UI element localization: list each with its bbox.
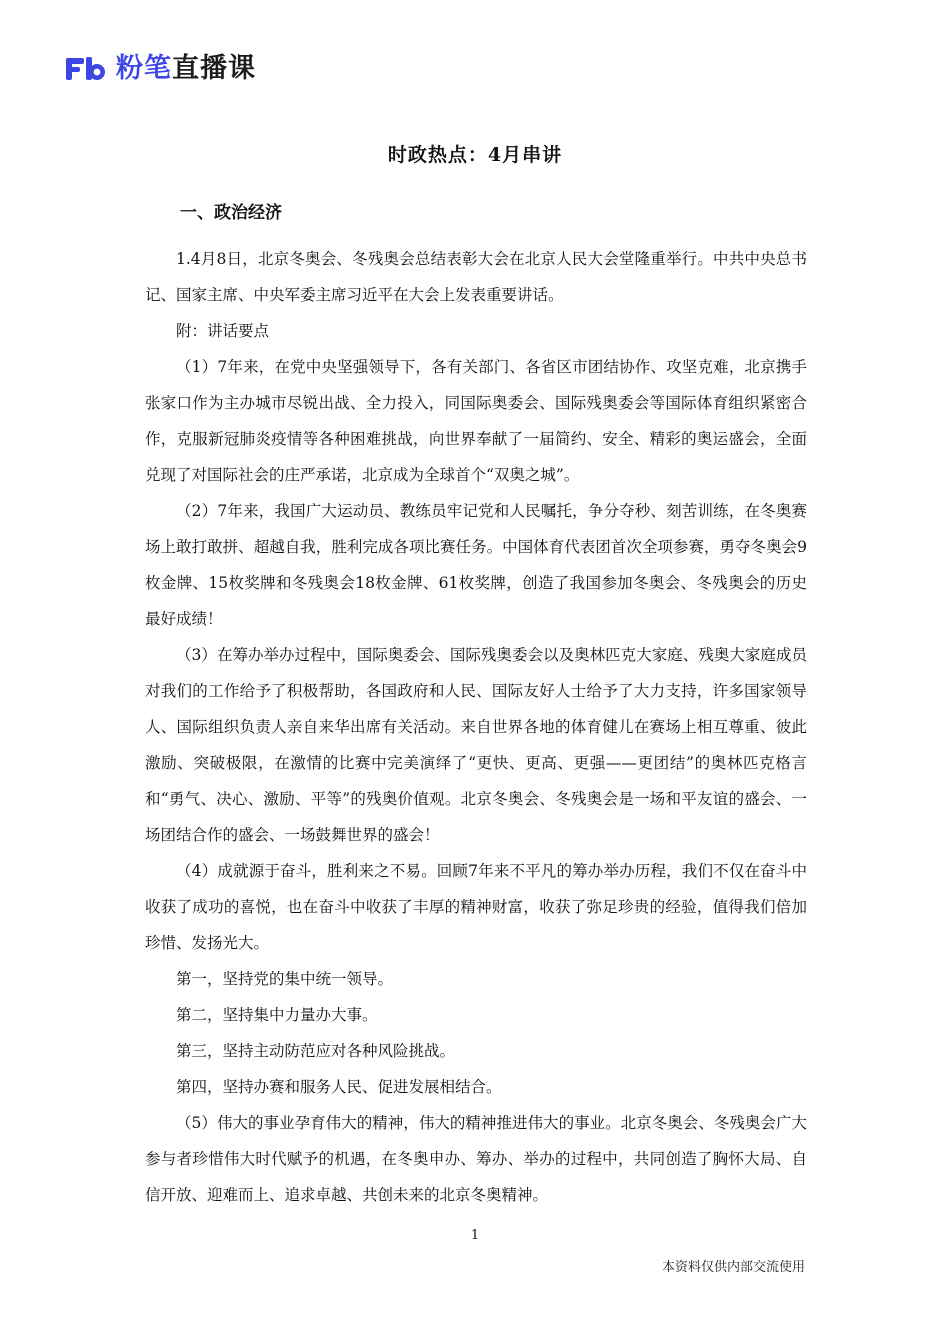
- logo-text: [116, 52, 256, 86]
- logo-brand: 粉笔: [116, 53, 172, 84]
- paragraph: 第二，坚持集中力量办大事。: [176, 1006, 378, 1024]
- document-title: 时政热点：4月串讲: [387, 144, 563, 166]
- section-heading: 一、政治经济: [180, 203, 282, 223]
- paragraph: 1.4月8日，北京冬奥会、冬残奥会总结表彰大会在北京人民大会堂隆重举行。中共中央总书记、国家主席、中央军委主席习近平在大会上发表重要讲话。: [145, 250, 807, 304]
- paragraph: （3）在筹办举办过程中，国际奥委会、国际残奥委会以及奥林匹克大家庭、残奥大家庭成员对我们的工作给予了积极帮助，各国政府和人民、国际友好人士给予了大力支持，许多国家领导人、国际组织负责人亲自来华出席有关活动。来自世界各地的体育健儿在赛场上相互尊重、彼此激励、突破极限，在激情的比赛中完美演绎了“更快、更高、更强——更团结”的奥林匹克格言和“勇气、决心、激励、平等”的残奥价值观。北京冬奥会、冬残奥会是一场和平友谊的盛会、一场团结合作的盛会、一场鼓舞世界的盛会！: [145, 646, 807, 844]
- paragraph: 第三，坚持主动防范应对各种风险挑战。: [176, 1042, 456, 1060]
- fenbi-logo-icon: [64, 55, 108, 83]
- logo-product: 直播课: [172, 53, 256, 84]
- paragraph: （2）7年来，我国广大运动员、教练员牢记党和人民嘱托，争分夺秒、刻苦训练，在冬奥赛场上敢打敢拼、超越自我，胜利完成各项比赛任务。中国体育代表团首次全项参赛，勇夺冬奥会9枚金牌、15枚奖牌和冬残奥会18枚金牌、61枚奖牌，创造了我国参加冬奥会、冬残奥会的历史最好成绩！: [145, 502, 807, 628]
- footer-note: 本资料仅供内部交流使用: [661, 1260, 805, 1275]
- paragraph: 第一，坚持党的集中统一领导。: [176, 970, 394, 988]
- brand-logo: [64, 52, 256, 86]
- paragraph: （4）成就源于奋斗，胜利来之不易。回顾7年来不平凡的筹办举办历程，我们不仅在奋斗中收获了成功的喜悦，也在奋斗中收获了丰厚的精神财富，收获了弥足珍贵的经验，值得我们倍加珍惜、发扬光大。: [145, 862, 807, 952]
- paragraph: （5）伟大的事业孕育伟大的精神，伟大的精神推进伟大的事业。北京冬奥会、冬残奥会广大参与者珍惜伟大时代赋予的机遇，在冬奥申办、筹办、举办的过程中，共同创造了胸怀大局、自信开放、迎难而上、追求卓越、共创未来的北京冬奥精神。: [145, 1114, 807, 1204]
- page-number: 1: [470, 1228, 480, 1243]
- paragraph: （1）7年来，在党中央坚强领导下，各有关部门、各省区市团结协作、攻坚克难，北京携手张家口作为主办城市尽锐出战、全力投入，同国际奥委会、国际残奥委会等国际体育组织紧密合作，克服新冠肺炎疫情等各种困难挑战，向世界奉献了一届简约、安全、精彩的奥运盛会，全面兑现了对国际社会的庄严承诺，北京成为全球首个“双奥之城”。: [145, 358, 807, 484]
- paragraph: 第四，坚持办赛和服务人民、促进发展相结合。: [176, 1078, 502, 1096]
- paragraph: 附：讲话要点: [176, 322, 270, 340]
- document-body: [145, 241, 807, 1213]
